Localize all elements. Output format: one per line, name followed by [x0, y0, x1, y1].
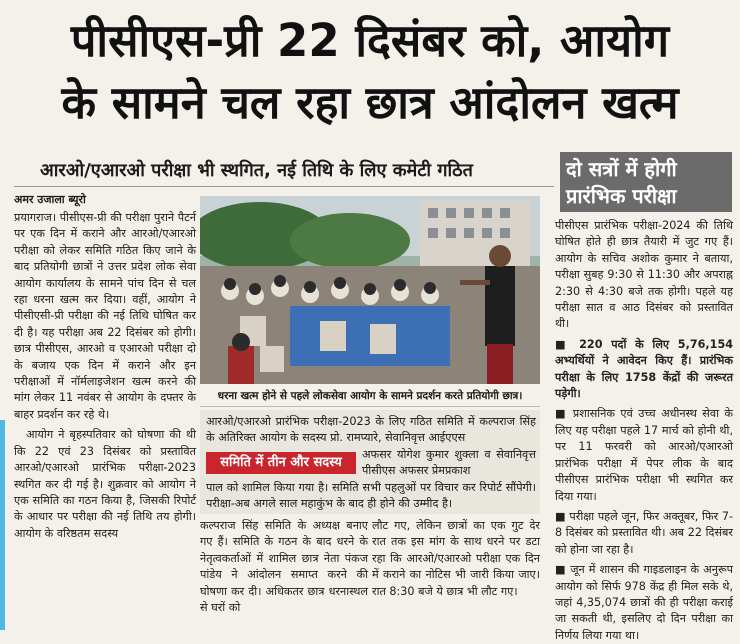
paragraph: लौट गए, लेकिन छात्रों का एक गुट देर रात तक इस मांग के साथ धरने पर डटा रहा कि आरओ/एआरओ परीक्षा एक दिन में कराने का नोटिस भी जारी किया जाए। रात 8:30 बजे ये छात्र भी लौट गए। — [372, 519, 540, 598]
sidebar-bullet: ■ 220 पदों के लिए 5,76,154 अभ्यर्थियों ने आवेदन किए हैं। प्रारंभिक परीक्षा के लिए 1758 केंद्रों की जरूरत पड़ेगी। — [555, 337, 734, 401]
paragraph: कल्पराज सिंह समिति के अध्यक्ष बनाए गए हैं। समिति के गठन के बाद धरने के नेतृत्वकर्ताओं में शामिल छात्र नेता पंकज पांडेय ने आंदोलन समाप्त करने की घोषणा कर दी। अधिकतर छात्र धरनास्थल से घरों को — [200, 519, 368, 615]
info-box-line: अफसर योगेश कुमार शुक्ला व सेवानिवृत्त पीसीएस अफसर प्रेमप्रकाश — [362, 447, 536, 478]
sidebar-heading-line-1: दो सत्रों में होगी — [566, 157, 677, 181]
info-box-line: पाल को शामिल किया गया है। समिति सभी पहलुओं पर विचार कर रिपोर्ट सौंपेगी। परीक्षा-अब अगले साल महाकुंभ के बाद ही होने की उम्मीद है। — [206, 480, 536, 511]
headline-line-2: के सामने चल रहा छात्र आंदोलन खत्म — [61, 76, 679, 129]
protest-photo — [200, 196, 540, 384]
article-column-2 — [200, 518, 368, 616]
sidebar-heading-line-2: प्रारंभिक परीक्षा — [566, 184, 677, 208]
subheadline: आरओ/एआरओ परीक्षा भी स्थगित, नई तिथि के लिए कमेटी गठित — [40, 160, 473, 181]
info-box-line: आरओ/एआरओ प्रारंभिक परीक्षा-2023 के लिए गठित समिति में कल्पराज सिंह के अतिरिक्त आयोग के सदस्य प्रो. रामप्यारे, सेवानिवृत्त आईएएस — [206, 415, 536, 445]
photo-caption: धरना खत्म होने से पहले लोकसेवा आयोग के सामने प्रदर्शन करते प्रतियोगी छात्र। — [200, 386, 540, 407]
sidebar-bullet-text: 220 पदों के लिए 5,76,154 अभ्यर्थियों ने आवेदन किए हैं। प्रारंभिक परीक्षा के लिए 1758 केंद्रों की जरूरत पड़ेगी। — [555, 337, 734, 401]
paragraph: आयोग ने बृहस्पतिवार को घोषणा की थी कि 22 एवं 23 दिसंबर को प्रस्तावित आरओ/एआरओ प्रारंभिक परीक्षा-2023 स्थगित कर दी गई है। शुक्रवार को आयोग ने एक समिति का गठन किया है, जिसकी रिपोर्ट के आधार पर परीक्षा की नई तिथि तय होगी। आयोग के वरिष्ठतम सदस्य — [14, 428, 196, 540]
sidebar-bullet-text: प्रशासनिक एवं उच्च अधीनस्थ सेवा के लिए यह परीक्षा पहले 17 मार्च को होनी थी, पर 11 फरवरी को आरओ/एआरओ प्रारंभिक परीक्षा में पेपर लीक के बाद पीसीएस प्रारंभिक परीक्षा भी स्थगित कर दिया गया। — [555, 407, 733, 503]
sidebar-bullet-text: परीक्षा पहले जून, फिर अक्तूबर, फिर 7-8 दिसंबर को प्रस्तावित थी। अब 22 दिसंबर को होना जा रहा है। — [555, 509, 733, 556]
info-box-label: समिति में तीन और सदस्य — [206, 452, 356, 474]
sidebar-bullet: ■ परीक्षा पहले जून, फिर अक्तूबर, फिर 7-8 दिसंबर को प्रस्तावित थी। अब 22 दिसंबर को होना जा रहा है। — [555, 509, 733, 556]
sidebar-bullet: ■ जून में शासन की गाइडलाइन के अनुरूप आयोग को सिर्फ 978 केंद्र ही मिल सके थे, जहां 4,35,074 छात्रों की ही परीक्षा कराई जा सकती थी, इसलिए दो दिन परीक्षा का निर्णय लिया गया था। — [555, 563, 733, 642]
headline — [0, 0, 740, 150]
sidebar-intro: पीसीएस प्रारंभिक परीक्षा-2024 की तिथि घोषित होते ही छात्र तैयारी में जुट गए हैं। आयोग के सचिव अशोक कुमार ने बताया, परीक्षा सुबह 9:30 से 11:30 और अपराह्न 2:30 से 4:30 बजे तक होगी। पहले यह परीक्षा सात व आठ दिसंबर को प्रस्तावित थी। — [555, 219, 733, 331]
divider — [14, 186, 554, 187]
sidebar-bullet-text: जून में शासन की गाइडलाइन के अनुरूप आयोग को सिर्फ 978 केंद्र ही मिल सके थे, जहां 4,35,074 छात्रों की ही परीक्षा कराई जा सकती थी, इसलिए दो दिन परीक्षा का निर्णय लिया गया था। — [555, 563, 733, 642]
left-accent-bar — [0, 420, 5, 630]
article-column-3 — [372, 518, 540, 600]
protest-photo-illustration — [200, 196, 540, 384]
article-column-1 — [14, 210, 196, 542]
byline: अमर उजाला ब्यूरो — [14, 193, 86, 206]
paragraph: प्रयागराज। पीसीएस-प्री की परीक्षा पुराने पैटर्न पर एक दिन में कराने और आरओ/एआरओ परीक्षा को लेकर समिति गठित किए जाने के बाद प्रतियोगी छात्रों ने उत्तर प्रदेश लोक सेवा आयोग कार्यालय के सामने पांच दिन से चल रहा धरना खत्म कर दिया। वहीं, आयोग ने पीसीएसी-प्री परीक्षा की नई तिथि घोषित कर दी है। यह परीक्षा अब 22 दिसंबर को होगी। छात्र पीसीएस, आरओ व एआरओ परीक्षा दो के बजाय एक दिन में कराने और इन परीक्षाओं में नॉर्मलाइजेशन खत्म करने की मांग लेकर 11 नवंबर से आयोग के दफ्तर के बाहर प्रदर्शन कर रहे थे। — [14, 211, 196, 421]
headline-line-1: पीसीएस-प्री 22 दिसंबर को, आयोग — [70, 14, 670, 67]
sidebar-bullet: ■ प्रशासनिक एवं उच्च अधीनस्थ सेवा के लिए यह परीक्षा पहले 17 मार्च को होनी थी, पर 11 फरवरी को आरओ/एआरओ प्रारंभिक परीक्षा में पेपर लीक के बाद पीसीएस प्रारंभिक परीक्षा भी स्थगित कर दिया गया। — [555, 407, 733, 503]
sidebar-column — [555, 218, 733, 644]
sidebar-heading — [560, 152, 732, 212]
